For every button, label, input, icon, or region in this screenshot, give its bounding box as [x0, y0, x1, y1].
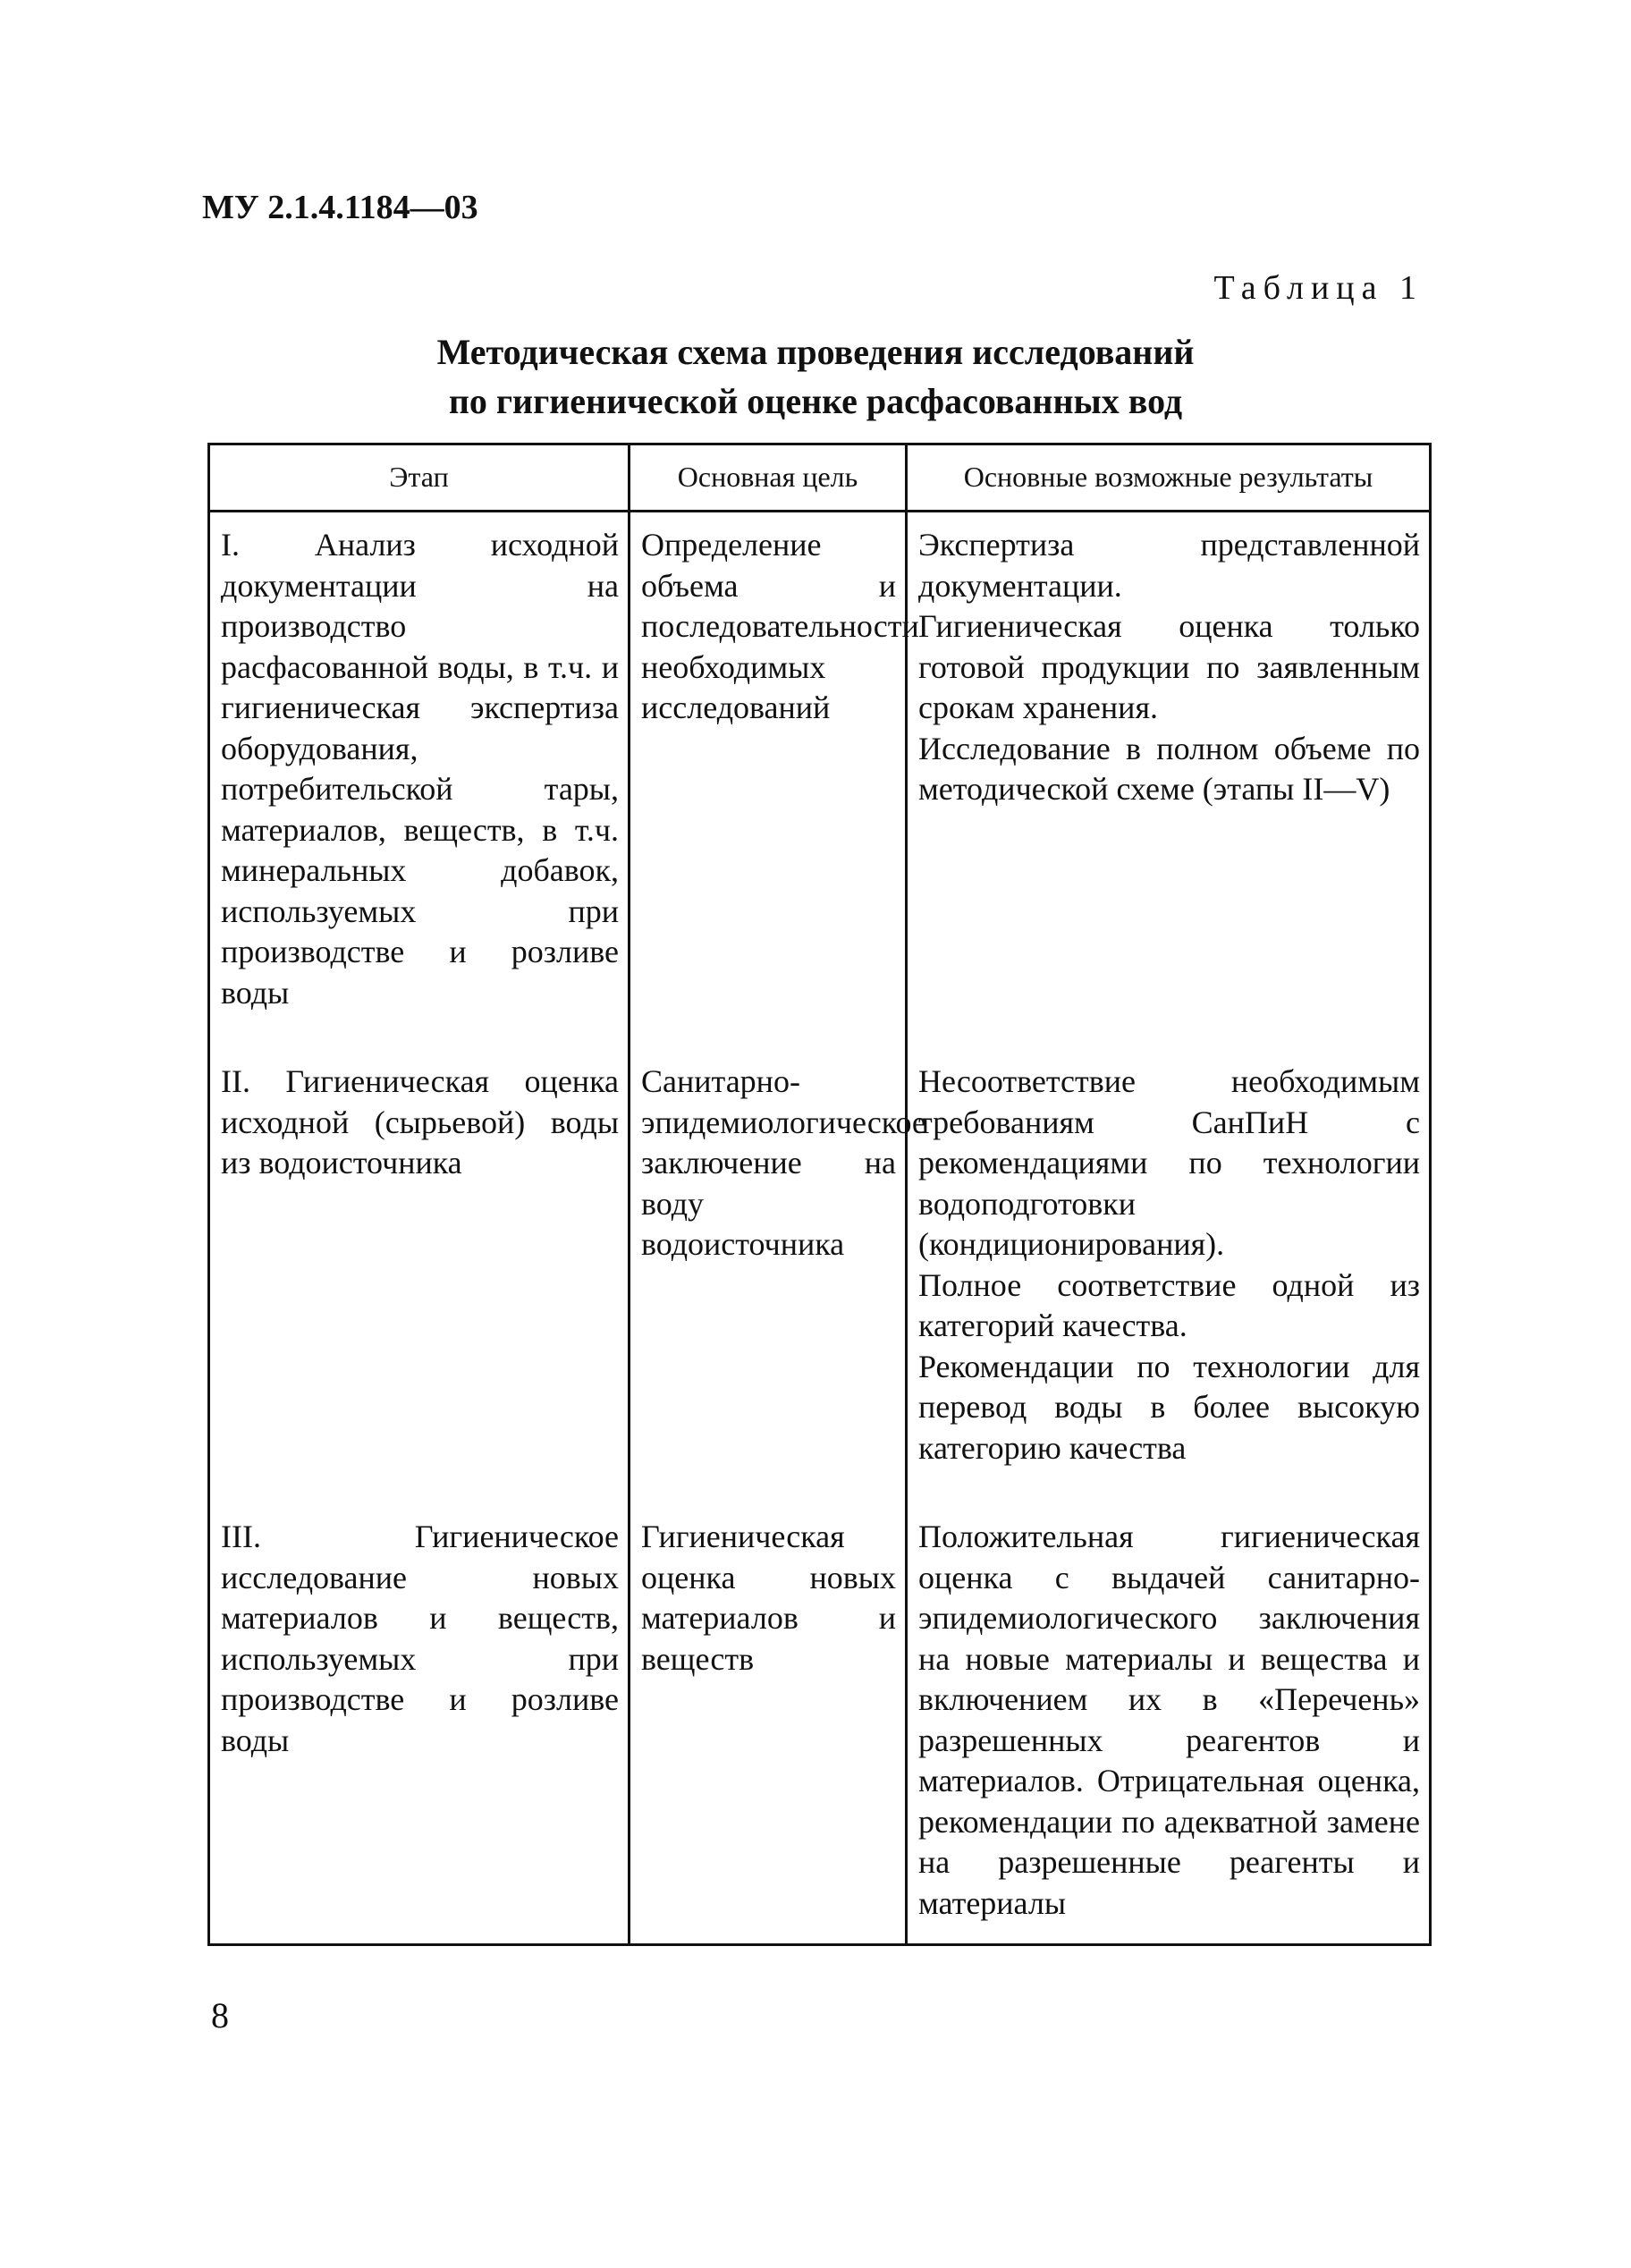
goal-cell: Определение объема и последовательности необходимых исследований [630, 512, 907, 1054]
results-cell [907, 512, 1431, 1054]
result-paragraph: Рекомендации по технологии для перевод воды в более высокую категорию качества [918, 1348, 1420, 1466]
result-paragraph: Несоответствие необходимым требованиям СанПиН с рекомендациями по технологии водоподготовки (кондиционирования). [918, 1063, 1420, 1262]
goal-cell: Санитарно-эпидемиологическое заключение на воду водоисточника [630, 1053, 907, 1508]
result-paragraph: Положительная гигиеническая оценка с выдачей санитарно-эпидемиологического заключения на новые материалы и вещества и включением их в «Перечень» разрешенных реагентов и материалов. Отрицательная оценка, рекомендации по адекватной замене на разрешенные реагенты и материалы [918, 1519, 1420, 1921]
result-paragraph: Гигиеническая оценка только готовой продукции по заявленным срокам хранения. [918, 608, 1420, 725]
column-header-stage: Этап [209, 444, 630, 512]
column-header-results: Основные возможные результаты [907, 444, 1431, 512]
document-code: МУ 2.1.4.1184—03 [202, 189, 478, 226]
methodology-table [207, 443, 1432, 1946]
result-paragraph: Полное соответствие одной из категорий качества. [918, 1266, 1420, 1343]
table-row [209, 1508, 1431, 1945]
table-header-row [209, 444, 1431, 512]
page-number: 8 [211, 1995, 229, 2035]
table-title-line-1: Методическая схема проведения исследований [436, 332, 1195, 372]
table-row [209, 1053, 1431, 1508]
stage-cell: III. Гигиеническое исследование новых материалов и веществ, используемых при производстве и розливе воды [209, 1508, 630, 1945]
column-header-goal: Основная цель [630, 444, 907, 512]
results-cell [907, 1053, 1431, 1508]
table-label: Таблица 1 [1213, 269, 1424, 307]
goal-cell: Гигиеническая оценка новых материалов и веществ [630, 1508, 907, 1945]
stage-cell: I. Анализ исходной документации на производство расфасованной воды, в т.ч. и гигиеническая экспертиза оборудования, потребительской тары, материалов, веществ, в т.ч. минеральных добавок, используемых при производстве и розливе воды [209, 512, 630, 1054]
result-paragraph: Исследование в полном объеме по методической схеме (этапы II—V) [918, 730, 1420, 807]
results-cell [907, 1508, 1431, 1945]
table-title [202, 327, 1429, 426]
table-row [209, 512, 1431, 1054]
table-title-line-2: по гигиенической оценке расфасованных вод [448, 381, 1183, 421]
result-paragraph: Экспертиза представленной документации. [918, 527, 1420, 604]
stage-cell: II. Гигиеническая оценка исходной (сырьевой) воды из водоисточника [209, 1053, 630, 1508]
